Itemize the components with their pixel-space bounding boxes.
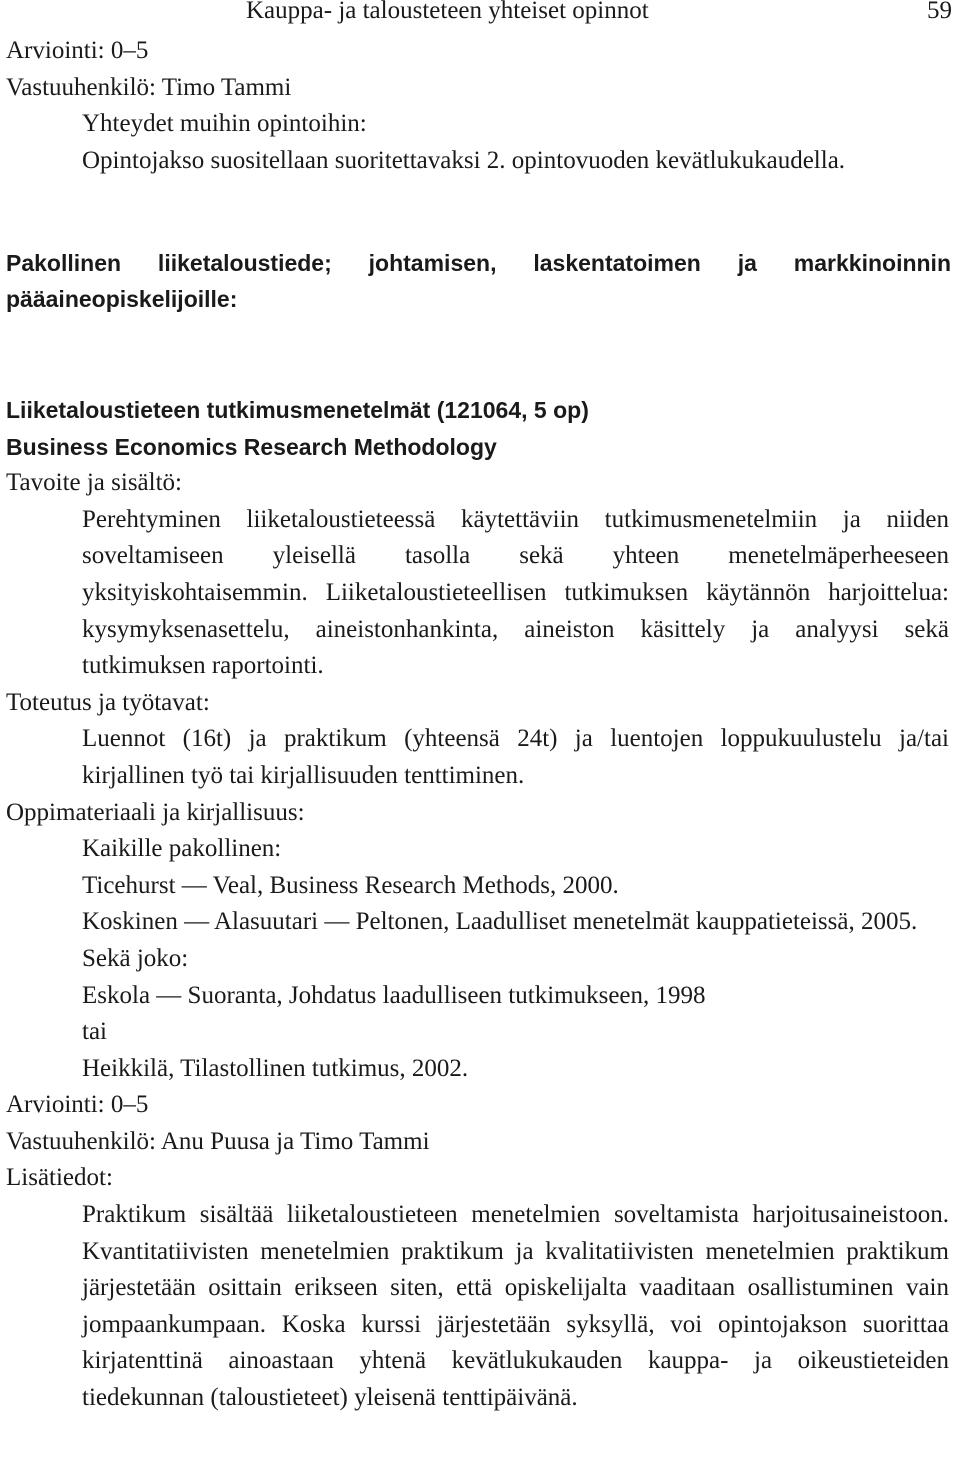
methods-text: Luennot (16t) ja praktikum (yhteensä 24t) ja luentojen loppukuulustelu ja/tai kirjallinen työ tai kirjallisuuden tenttiminen. [82, 725, 949, 789]
course-responsible-line: Vastuuhenkilö: Anu Puusa ja Timo Tammi [6, 1127, 430, 1155]
page-header [6, 0, 956, 30]
relations-text: Opintojakso suositellaan suoritettavaksi 2. opintovuoden kevätlukukaudella. [82, 146, 846, 174]
goal-text: Perehtyminen liiketaloustieteessä käytettäviin tutkimusmenetelmiin ja niiden soveltamiseen yleisellä tasolla sekä yhteen menetelmäperheeseen yksityiskohtaisemmin. Liiketaloustieteellisen tutkimuksen käytännön harjoittelua: kysymyksenasettelu, aineistonhankinta, aineiston käsittely ja analyysi sekä tutkimuksen raportointi. [82, 505, 949, 680]
book-heikkila: Heikkilä, Tilastollinen tutkimus, 2002. [82, 1054, 469, 1082]
materials-label: Oppimateriaali ja kirjallisuus: [6, 798, 305, 826]
page-number: 59 [927, 0, 952, 24]
relations-label: Yhteydet muihin opintoihin: [82, 110, 367, 138]
book-eskola: Eskola — Suoranta, Johdatus laadulliseen tutkimukseen, 1998 [82, 981, 706, 1009]
assessment-line: Arviointi: 0–5 [6, 37, 149, 64]
info-text: Praktikum sisältää liiketaloustieteen menetelmien soveltamista harjoitusaineistoon. Kvantitatiivisten menetelmien praktikum ja kvalitatiivisten menetelmien praktikum järjestetään osittain erikseen siten, että opiskelijalta vaaditaan osallistuminen vain jompaankumpaan. Koska kurssi järjestetään syksyllä, voi opintojakson suorittaa kirjatenttinä ainoastaan yhtenä kevätlukukauden kauppa- ja oikeustieteiden tiedekunnan (taloustieteet) yleisenä tenttipäivänä. [82, 1201, 949, 1412]
course-description [6, 392, 951, 1417]
info-label: Lisätiedot: [6, 1164, 113, 1192]
running-title: Kauppa- ja talousteteen yhteiset opinnot [246, 0, 649, 24]
book-koskinen: Koskinen — Alasuutari — Peltonen, Laadulliset menetelmät kauppatieteissä, 2005. [82, 908, 918, 936]
course-title-en: Business Economics Research Methodology [6, 433, 497, 460]
responsible-line: Vastuuhenkilö: Timo Tammi [6, 73, 292, 101]
goal-label: Tavoite ja sisältö: [6, 469, 182, 497]
section-heading: Pakollinen liiketaloustiede; johtamisen, laskentatoimen ja markkinoinnin pääaineopiskelijoille: [6, 250, 951, 312]
previous-course-tail [6, 33, 956, 179]
course-assessment-line: Arviointi: 0–5 [6, 1091, 149, 1119]
course-title-fi: Liiketaloustieteen tutkimusmenetelmät (121064, 5 op) [6, 397, 589, 423]
mandatory-label: Kaikille pakollinen: [82, 835, 282, 863]
or-label: tai [82, 1018, 107, 1046]
either-label: Sekä joko: [82, 944, 189, 972]
section-heading-block [6, 245, 951, 317]
methods-label: Toteutus ja työtavat: [6, 688, 210, 716]
book-ticehurst: Ticehurst — Veal, Business Research Methods, 2000. [82, 871, 619, 899]
